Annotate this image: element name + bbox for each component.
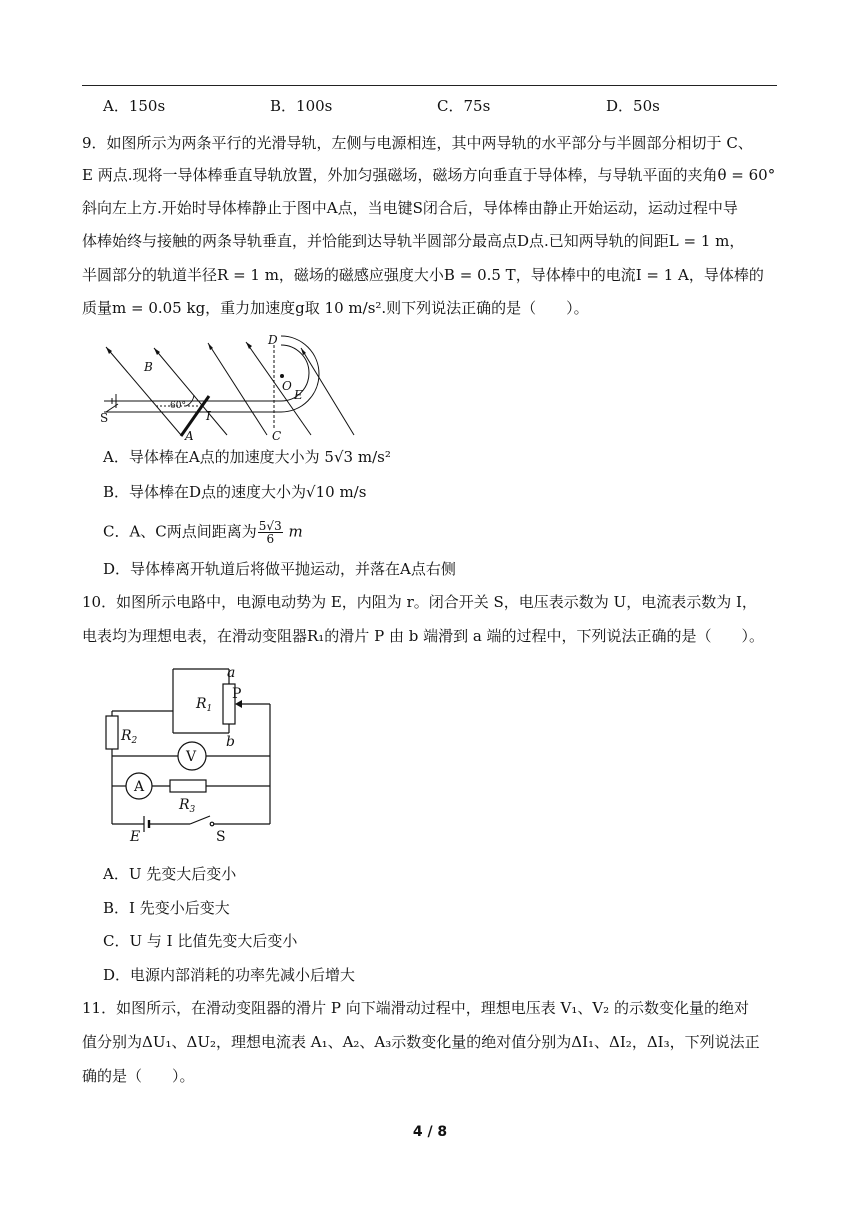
q9-option-c-denominator: 6 <box>266 532 275 546</box>
q8-option-b: B．100s <box>270 97 333 115</box>
circuit-label-s: S <box>216 829 226 842</box>
q9-label-e: E <box>294 388 303 402</box>
ammeter-label: A <box>134 779 145 795</box>
circuit-label-a: a <box>227 665 236 681</box>
q9-label-i: I <box>206 409 211 423</box>
voltmeter-label: V <box>186 749 197 765</box>
q9-option-d: D．导体棒离开轨道后将做平抛运动，并落在A点右侧 <box>103 560 456 578</box>
q9-stem-line-3: 斜向左上方.开始时导体棒静止于图中A点，当电键S闭合后，导体棒由静止开始运动，运动过程中导 <box>82 199 738 217</box>
q9-option-c <box>103 520 303 545</box>
q10-stem-line-1: 10．如图所示电路中，电源电动势为 E，内阻为 r。闭合开关 S，电压表示数为 U，电流表示数为 I， <box>82 593 757 611</box>
q9-label-angle: 60° <box>170 401 186 411</box>
q9-stem-line-2: E 两点.现将一导体棒垂直导轨放置，外加匀强磁场，磁场方向垂直于导体棒，与导轨平面的夹角θ = 60° <box>82 166 776 184</box>
q10-option-d: D．电源内部消耗的功率先减小后增大 <box>103 966 356 984</box>
q9-option-c-text: C．A、C两点间距离为 <box>103 522 257 541</box>
q9-stem-line-1: 9．如图所示为两条平行的光滑导轨，左侧与电源相连，其中两导轨的水平部分与半圆部分相切于 C、 <box>82 134 753 152</box>
circuit-label-r3: $R_3$ <box>179 797 196 815</box>
q9-label-a: A <box>185 429 194 443</box>
q9-option-c-numerator: 5√3 <box>258 519 282 533</box>
circuit-label-e: E <box>130 829 141 842</box>
q9-label-c: C <box>272 429 282 443</box>
q9-stem-line-5: 半圆部分的轨道半径R = 1 m，磁场的磁感应强度大小B = 0.5 T，导体棒中的电流I = 1 A，导体棒的 <box>82 266 764 284</box>
q10-option-a: A．U 先变大后变小 <box>103 865 237 883</box>
q9-label-s: S <box>100 411 109 425</box>
q8-option-c: C．75s <box>437 97 491 115</box>
q8-option-a: A．150s <box>103 97 166 115</box>
header-rule <box>82 85 777 86</box>
q9-stem-line-4: 体棒始终与接触的两条导轨垂直，并恰能到达导轨半圆部分最高点D点.已知两导轨的间距L = 1 m， <box>82 232 745 250</box>
circuit-label-b: b <box>226 734 235 750</box>
circuit-label-r1: $R_1$ <box>196 696 213 714</box>
q11-stem-line-1: 11．如图所示，在滑动变阻器的滑片 P 向下端滑动过程中，理想电压表 V₁、V₂ 的示数变化量的绝对 <box>82 999 749 1017</box>
circuit-label-r2: $R_2$ <box>121 728 138 746</box>
q9-rail-figure <box>96 332 368 444</box>
page-number: 4 / 8 <box>412 1124 448 1140</box>
q9-label-d: D <box>268 333 278 347</box>
q11-stem-line-3: 确的是（ ）。 <box>82 1067 195 1085</box>
q10-option-b: B．I 先变小后变大 <box>103 899 230 917</box>
q9-option-b: B．导体棒在D点的速度大小为√10 m/s <box>103 483 367 501</box>
q10-option-c: C．U 与 I 比值先变大后变小 <box>103 932 298 950</box>
q9-label-b: B <box>144 360 153 374</box>
q9-stem-line-6: 质量m = 0.05 kg，重力加速度g取 10 m/s².则下列说法正确的是（ ）。 <box>82 299 589 317</box>
q9-option-a: A．导体棒在A点的加速度大小为 5√3 m/s² <box>103 448 391 466</box>
q10-stem-line-2: 电表均为理想电表，在滑动变阻器R₁的滑片 P 由 b 端滑到 a 端的过程中，下列说法正确的是（ ）。 <box>82 627 765 645</box>
q9-option-c-fraction <box>258 520 283 545</box>
q10-circuit-figure <box>92 660 282 842</box>
circuit-label-p: P <box>232 686 242 702</box>
q8-option-d: D．50s <box>606 97 660 115</box>
q9-option-c-unit: m <box>283 522 303 541</box>
q9-label-o: O <box>282 379 292 393</box>
q11-stem-line-2: 值分别为ΔU₁、ΔU₂，理想电流表 A₁、A₂、A₃示数变化量的绝对值分别为ΔI₁、ΔI₂，ΔI₃，下列说法正 <box>82 1033 760 1051</box>
